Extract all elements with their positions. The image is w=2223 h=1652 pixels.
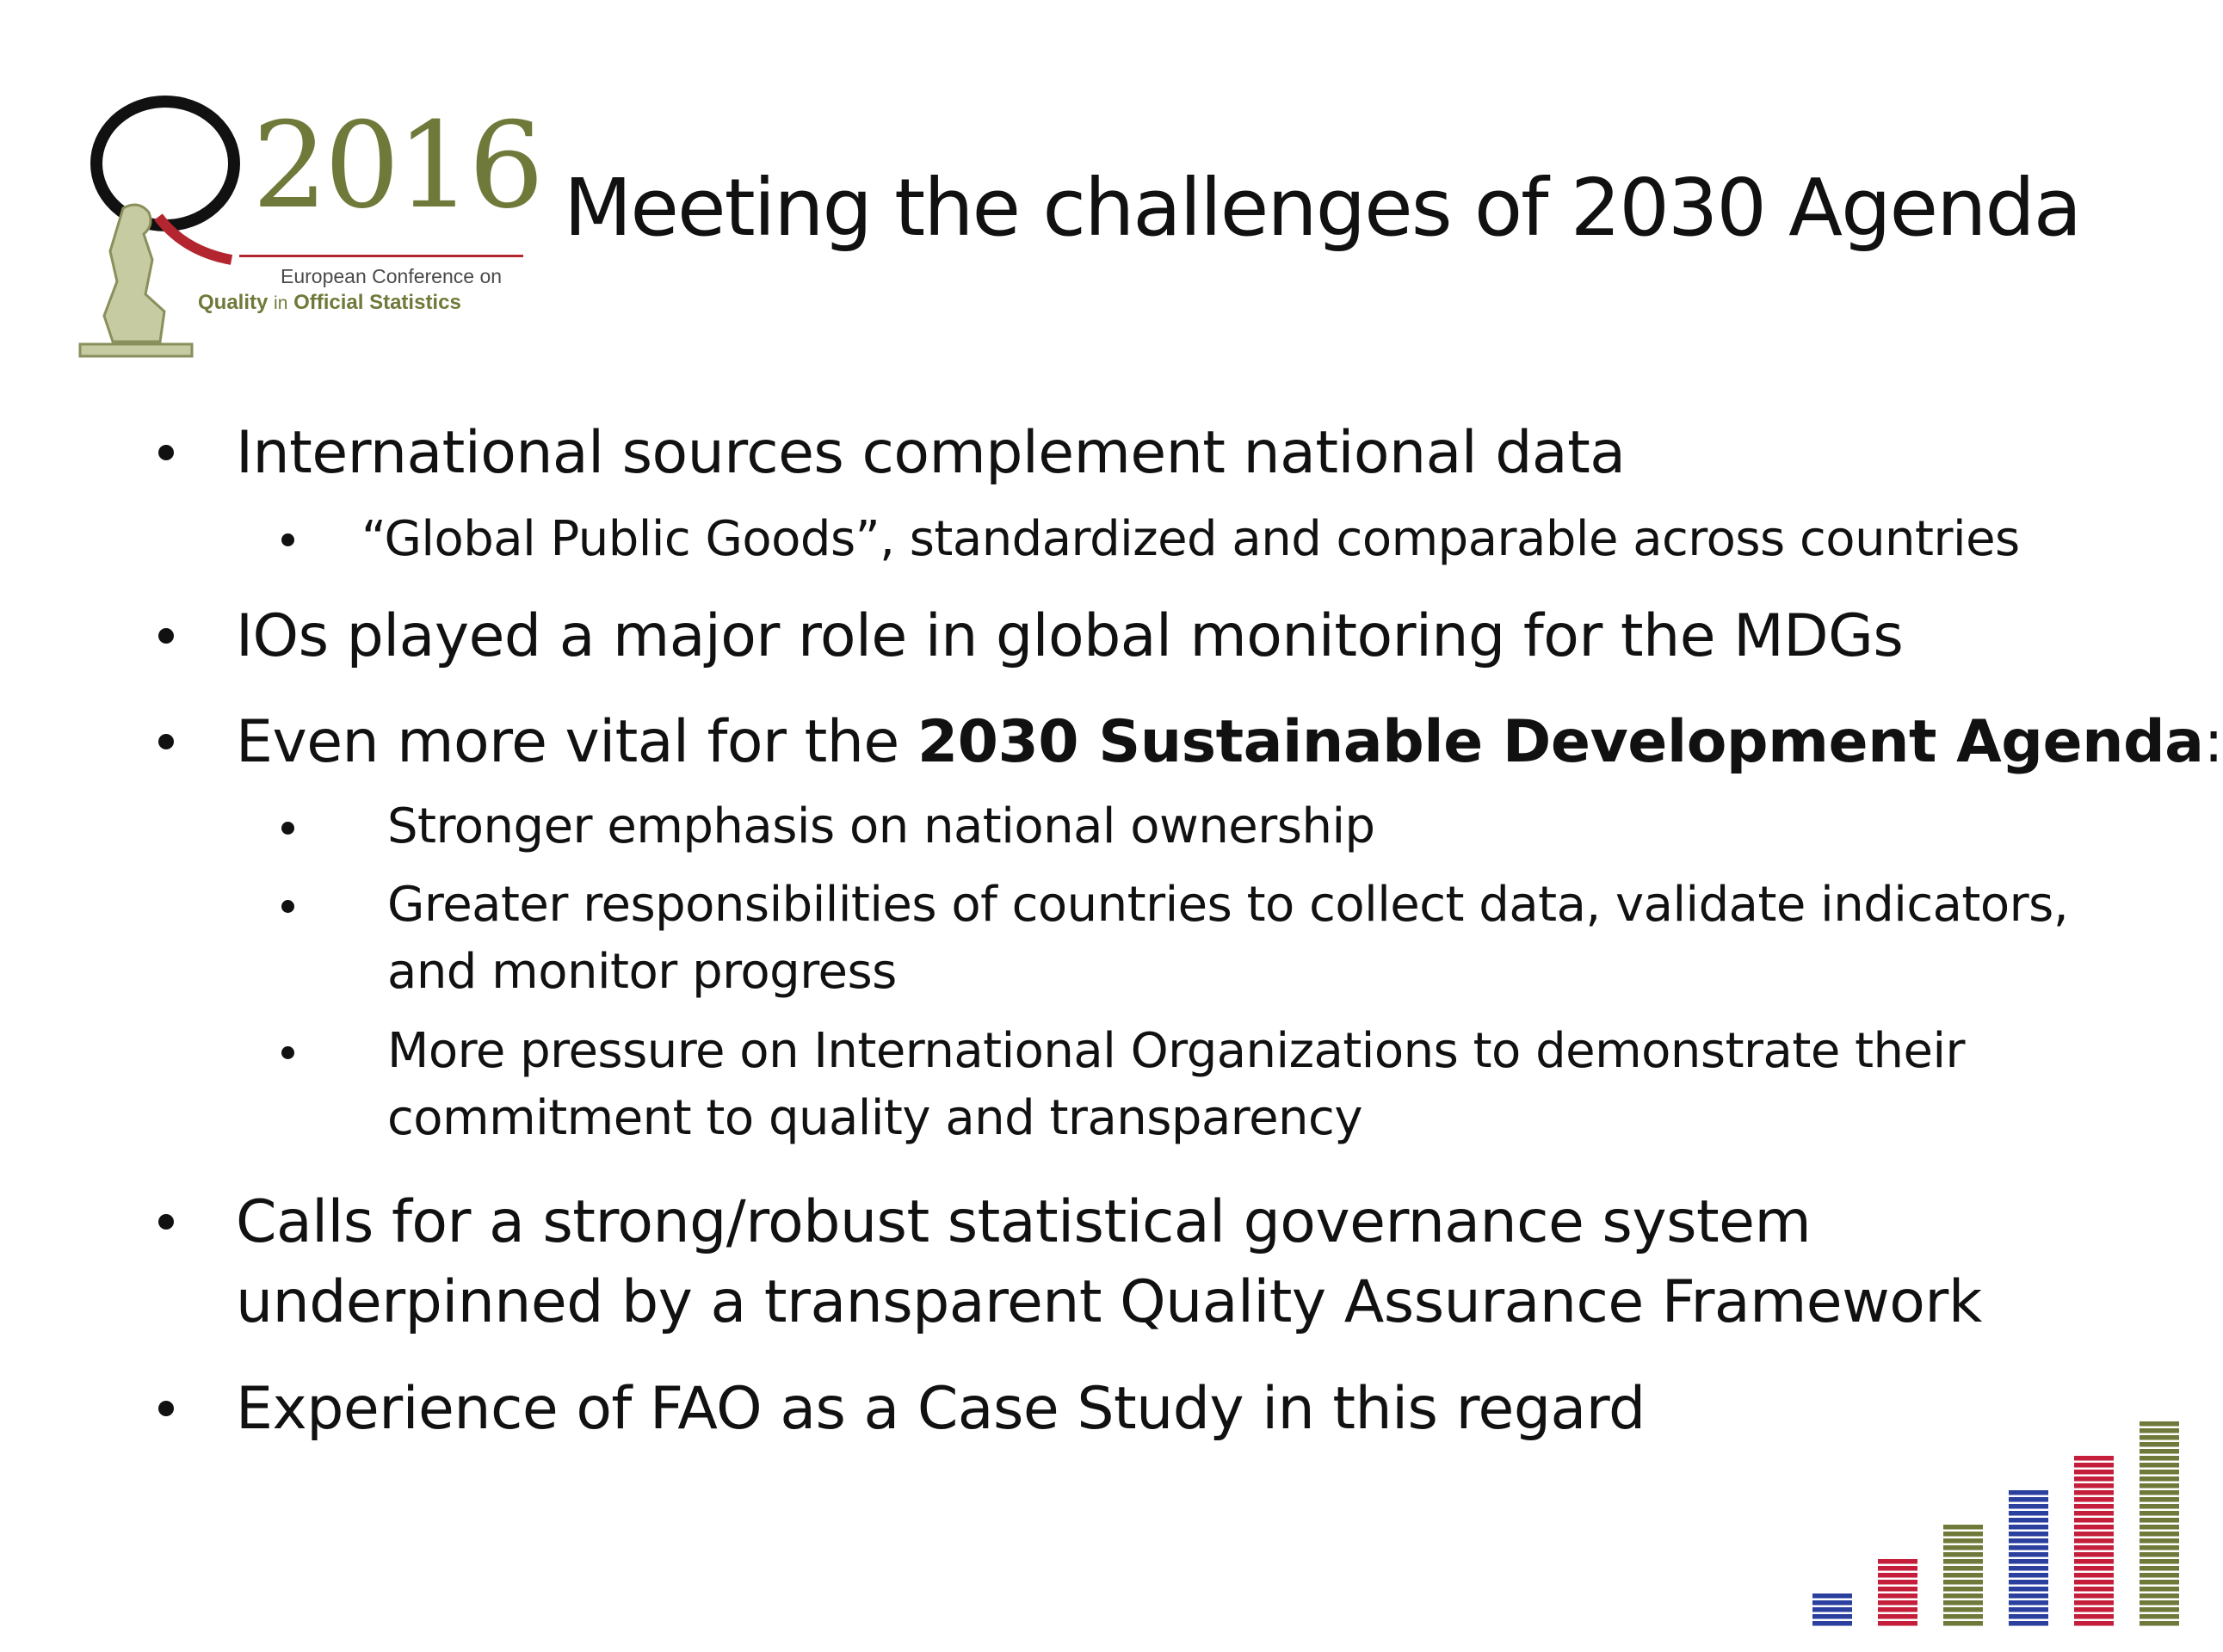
logo-subtitle: European Conference on: [281, 265, 503, 287]
bullet-dot: [158, 1401, 174, 1416]
subbullet-more-pressure-l1: More pressure on International Organizations to demonstrate their: [387, 1023, 1966, 1079]
subbullet-more-pressure-l2: commitment to quality and transparency: [387, 1090, 1362, 1146]
decor-bar: [1878, 1559, 1917, 1626]
decor-bar: [1812, 1593, 1852, 1626]
bullet-text-bold: 2030 Sustainable Development Agenda: [917, 708, 2204, 776]
bullet-governance-l2: underpinned by a transparent Quality Assurance Framework: [236, 1268, 1982, 1336]
subbullet-global-public-goods: “Global Public Goods”, standardized and comparable across countries: [361, 511, 2020, 567]
logo-tagline-quality: Quality: [198, 291, 269, 314]
logo-tagline-in: in: [274, 293, 288, 313]
bullet-international-sources: International sources complement national data: [236, 419, 1626, 487]
decor-bar: [1943, 1525, 1983, 1626]
decor-bar: [2140, 1421, 2179, 1626]
bullet-ios-role: IOs played a major role in global monitoring for the MDGs: [236, 602, 1904, 670]
logo-divider: [239, 255, 523, 257]
bullet-dot: [281, 1046, 294, 1059]
logo-tagline: [198, 291, 461, 315]
bullet-dot: [281, 533, 294, 546]
conference-logo: [76, 96, 540, 354]
bullet-fao-case-study: Experience of FAO as a Case Study in this regard: [236, 1375, 1646, 1443]
decorative-bars-graphic: [1804, 1406, 2183, 1630]
bullet-dot: [158, 628, 174, 644]
subbullet-national-ownership: Stronger emphasis on national ownership: [387, 798, 1375, 854]
logo-year: 2016: [252, 96, 541, 235]
bullet-dot: [158, 734, 174, 749]
bullet-governance-l1: Calls for a strong/robust statistical governance system: [236, 1188, 1812, 1256]
decor-bar: [2009, 1490, 2048, 1626]
bullet-dot: [281, 822, 294, 835]
bullet-text-post: :: [2203, 708, 2223, 776]
bullet-dot: [158, 445, 174, 460]
decor-bar: [2074, 1456, 2114, 1626]
bullet-dot: [281, 900, 294, 913]
bullet-even-more-vital: [236, 702, 2223, 782]
bullet-dot: [158, 1214, 174, 1230]
statue-figure-icon: [76, 200, 205, 359]
logo-tagline-official: Official Statistics: [293, 291, 461, 314]
bullet-text-pre: Even more vital for the: [236, 708, 917, 776]
subbullet-greater-responsibilities-l1: Greater responsibilities of countries to collect data, validate indicators,: [387, 877, 2069, 933]
subbullet-greater-responsibilities-l2: and monitor progress: [387, 944, 897, 1000]
slide-title: Meeting the challenges of 2030 Agenda: [564, 162, 2081, 254]
